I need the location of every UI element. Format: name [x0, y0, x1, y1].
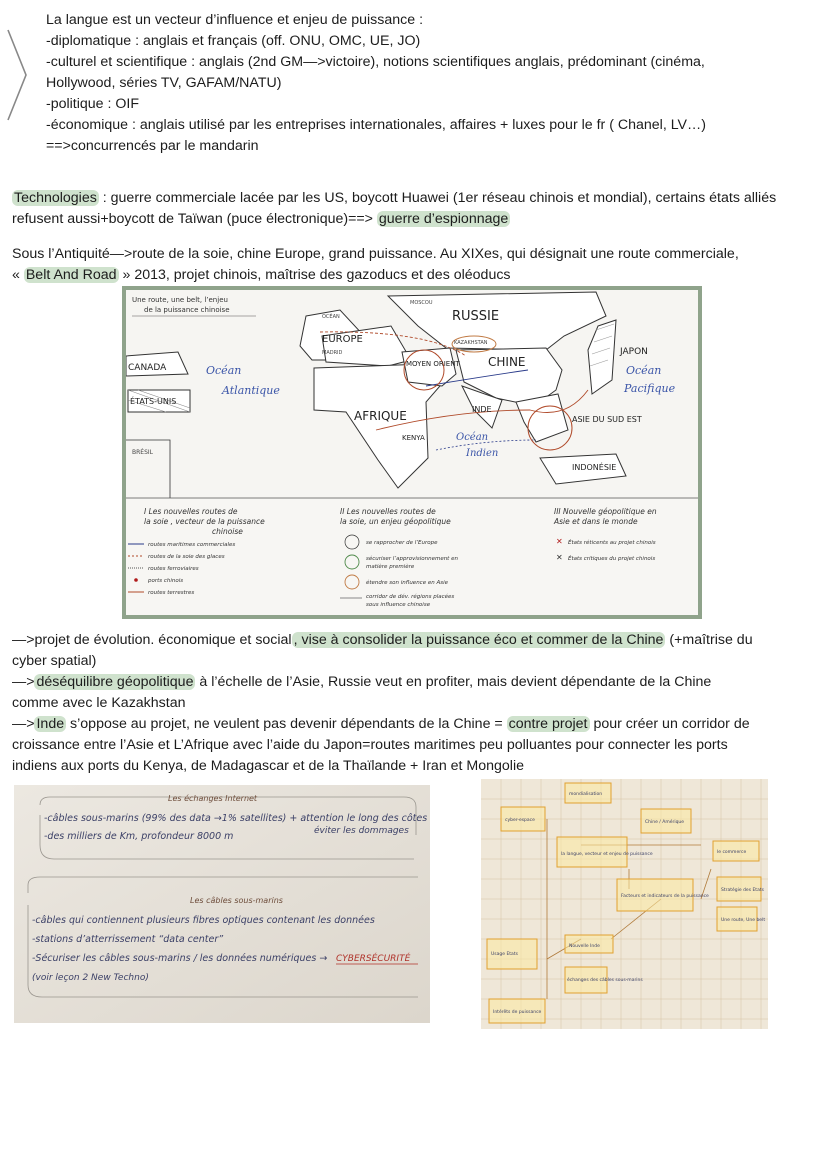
- technologies-label: Technologies: [14, 190, 97, 206]
- legend-col2-item: sous influence chinoise: [366, 602, 431, 608]
- technologies-text-2: refusent aussi+boycott de Taïwan (puce électronique)==>: [12, 211, 377, 227]
- legend-col2-item: corridor de dév. régions placées: [366, 594, 455, 600]
- quote-open: «: [12, 267, 24, 283]
- intro-line: -culturel et scientifique : anglais (2nd GM—>victoire), notions scientifiques anglais, prédominant (cinéma,: [46, 54, 705, 70]
- label-ocean-atlantique-2: Atlantique: [222, 384, 280, 397]
- mindmap-box-9: Usage Etats: [491, 952, 518, 957]
- notes-line-1: -câbles sous-marins (99% des data →1% satellites) + attention le long des côtes: [44, 813, 428, 824]
- antiquity-line: Sous l’Antiquité—>route de la soie, chine Europe, grand puissance. Au XIXes, qui désignait une route commerciale,: [12, 246, 739, 262]
- belt-and-road-map: [122, 286, 702, 619]
- technologies-paragraph: [12, 188, 820, 230]
- legend-col1-title-2: la soie , vecteur de la puissance: [144, 517, 265, 526]
- label-ocean-atlantique-1: Océan: [206, 364, 242, 377]
- label-ocean-pacifique-1: Océan: [626, 364, 662, 377]
- label-kazakhstan: KAZAKHSTAN: [454, 340, 488, 346]
- label-moyen-orient: MOYEN ORIENT: [406, 360, 460, 368]
- antiquity-paragraph: [12, 244, 820, 286]
- legend-col3-title-1: III Nouvelle géopolitique en: [554, 507, 657, 516]
- mindmap-box-13: Intérêts de puissance: [493, 1010, 542, 1015]
- p1-text: —>projet de évolution. économique et social: [12, 632, 292, 648]
- mindmap-box-8: Une route, Une belt: [721, 918, 766, 923]
- legend-col2-title-1: II Les nouvelles routes de: [340, 507, 436, 516]
- mindmap-box-11: échanges des câbles sous-marins: [567, 978, 643, 983]
- p2-text: à l’échelle de l’Asie, Russie veut en profiter, mais devient dépendante de la Chine: [195, 674, 712, 690]
- notes-title-1: Les échanges Internet: [168, 794, 258, 803]
- espionage-highlight: guerre d’espionnage: [378, 211, 509, 227]
- legend-col1-item: routes terrestres: [148, 590, 195, 596]
- label-etats-unis: ÉTATS-UNIS: [130, 397, 177, 406]
- p3-highlight: Inde: [36, 716, 65, 732]
- p3-highlight-2: contre projet: [508, 716, 588, 732]
- legend-col1-title-1: I Les nouvelles routes de: [144, 507, 238, 516]
- analysis-paragraphs: [12, 630, 820, 777]
- legend-col1-title-3: chinoise: [212, 527, 243, 536]
- label-moscou: MOSCOU: [410, 300, 433, 306]
- p1-line-2: cyber spatial): [12, 653, 97, 669]
- technologies-text: : guerre commerciale lacée par les US, boycott Huawei (1er réseau chinois et mondial), certains états alliés: [98, 190, 777, 206]
- p3-line-3: indiens aux ports du Kenya, de Madagascar et de la Thaïlande + Iran et Mongolie: [12, 758, 525, 774]
- legend-col2-item: étendre son influence en Asie: [366, 580, 448, 586]
- p3-text: s’oppose au projet, ne veulent pas devenir dépendants de la Chine =: [66, 716, 507, 732]
- legend-col2-item: sécuriser l’approvisionnement en: [366, 556, 458, 562]
- intro-line: -politique : OIF: [46, 96, 140, 112]
- p3-line-2: croissance entre l’Asie et L’Afrique avec l’aide du Japon=routes maritimes peu polluantes pour connecter les ports: [12, 737, 728, 753]
- label-canada: CANADA: [128, 363, 167, 373]
- p1-text-end: (+maîtrise du: [665, 632, 753, 648]
- label-russie: RUSSIE: [452, 309, 500, 324]
- label-kenya: KENYA: [402, 434, 425, 442]
- legend-col1-item: routes de la soie des glaces: [148, 554, 225, 560]
- svg-text:✕: ✕: [556, 553, 563, 562]
- label-indonesie: INDONÉSIE: [572, 463, 617, 472]
- legend-col2-title-2: la soie, un enjeu géopolitique: [340, 517, 451, 526]
- mindmap-box-6: Facteurs et indicateurs de la puissance: [621, 894, 709, 899]
- label-chine: CHINE: [488, 355, 526, 369]
- notes-line-6: (voir leçon 2 New Techno): [32, 973, 149, 983]
- belt-and-road-highlight: Belt And Road: [25, 267, 117, 283]
- label-ocean-pacifique-2: Pacifique: [624, 382, 676, 395]
- mindmap-photo: [481, 779, 768, 1029]
- notes-line-4: -stations d’atterrissement “data center”: [32, 934, 224, 945]
- mindmap-box-2: cyber-espace: [505, 818, 535, 823]
- legend-col2-item: se rapprocher de l’Europe: [366, 540, 438, 546]
- label-ocean-small: OCÉAN: [322, 314, 340, 320]
- mindmap-box-5: le commerce: [717, 850, 747, 855]
- language-influence-block: [46, 10, 806, 157]
- notes-line-2: -des milliers de Km, profondeur 8000 m: [44, 831, 234, 842]
- label-ocean-indien-1: Océan: [456, 432, 489, 443]
- map-title-1: Une route, une belt, l’enjeu: [132, 296, 228, 304]
- p2-highlight: déséquilibre géopolitique: [36, 674, 194, 690]
- mindmap-box-7: Stratégie des Etats: [721, 888, 764, 893]
- intro-line: -diplomatique : anglais et français (off. ONU, OMC, UE, JO): [46, 33, 421, 49]
- intro-line: ==>concurrencés par le mandarin: [46, 138, 259, 154]
- svg-text:✕: ✕: [556, 537, 563, 546]
- notes-line-5b: CYBERSÉCURITÉ: [336, 954, 411, 964]
- handwritten-notes-photo: [14, 785, 430, 1023]
- label-bresil: BRÉSIL: [132, 449, 153, 456]
- label-japon: JAPON: [620, 347, 648, 357]
- notes-title-2: Les câbles sous-marins: [190, 896, 283, 905]
- label-inde: INDE: [472, 405, 492, 414]
- legend-col3-item: États réticents au projet chinois: [568, 540, 656, 546]
- p3-arrow: —>: [12, 716, 35, 732]
- legend-col2-item: matière première: [366, 564, 415, 570]
- notes-line-5a: -Sécuriser les câbles sous-marins / les données numériques →: [32, 953, 328, 964]
- antiquity-text: » 2013, projet chinois, maîtrise des gazoducs et des oléoducs: [118, 267, 511, 283]
- legend-col1-item: routes maritimes commerciales: [148, 542, 236, 548]
- p1-highlight: , vise à consolider la puissance éco et commer de la Chine: [293, 632, 664, 648]
- mindmap-box-4: la langue, vecteur et enjeu de puissance: [561, 852, 653, 857]
- mindmap-box-10: Nouvelle Inde: [569, 944, 600, 949]
- label-ocean-indien-2: Indien: [466, 448, 499, 459]
- notes-line-2b: éviter les dommages: [314, 826, 409, 836]
- p3-text-end: pour créer un corridor de: [589, 716, 750, 732]
- label-madrid: MADRID: [322, 350, 343, 356]
- map-title-2: de la puissance chinoise: [144, 306, 230, 314]
- intro-line: -économique : anglais utilisé par les entreprises internationales, affaires + luxes pour le fr ( Chanel, LV…): [46, 117, 706, 133]
- legend-col1-item: ports chinois: [148, 578, 184, 584]
- intro-line: La langue est un vecteur d’influence et enjeu de puissance :: [46, 12, 424, 28]
- p2-arrow: —>: [12, 674, 35, 690]
- legend-col1-item: routes ferroviaires: [148, 566, 199, 572]
- mindmap-box-1: mondialisation: [569, 792, 603, 797]
- label-europe: EUROPE: [322, 334, 363, 345]
- bracket-decoration: [4, 28, 40, 122]
- notes-line-3: -câbles qui contiennent plusieurs fibres optiques contenant les données: [32, 915, 375, 926]
- legend-col3-item: États critiques du projet chinois: [568, 556, 656, 562]
- label-asie-sud-est: ASIE DU SUD EST: [572, 415, 642, 424]
- label-afrique: AFRIQUE: [354, 409, 407, 423]
- p2-line-2: comme avec le Kazakhstan: [12, 695, 186, 711]
- intro-line: Hollywood, séries TV, GAFAM/NATU): [46, 75, 282, 91]
- legend-col3-title-2: Asie et dans le monde: [554, 517, 638, 526]
- mindmap-box-3: Chine / Amérique: [645, 820, 685, 825]
